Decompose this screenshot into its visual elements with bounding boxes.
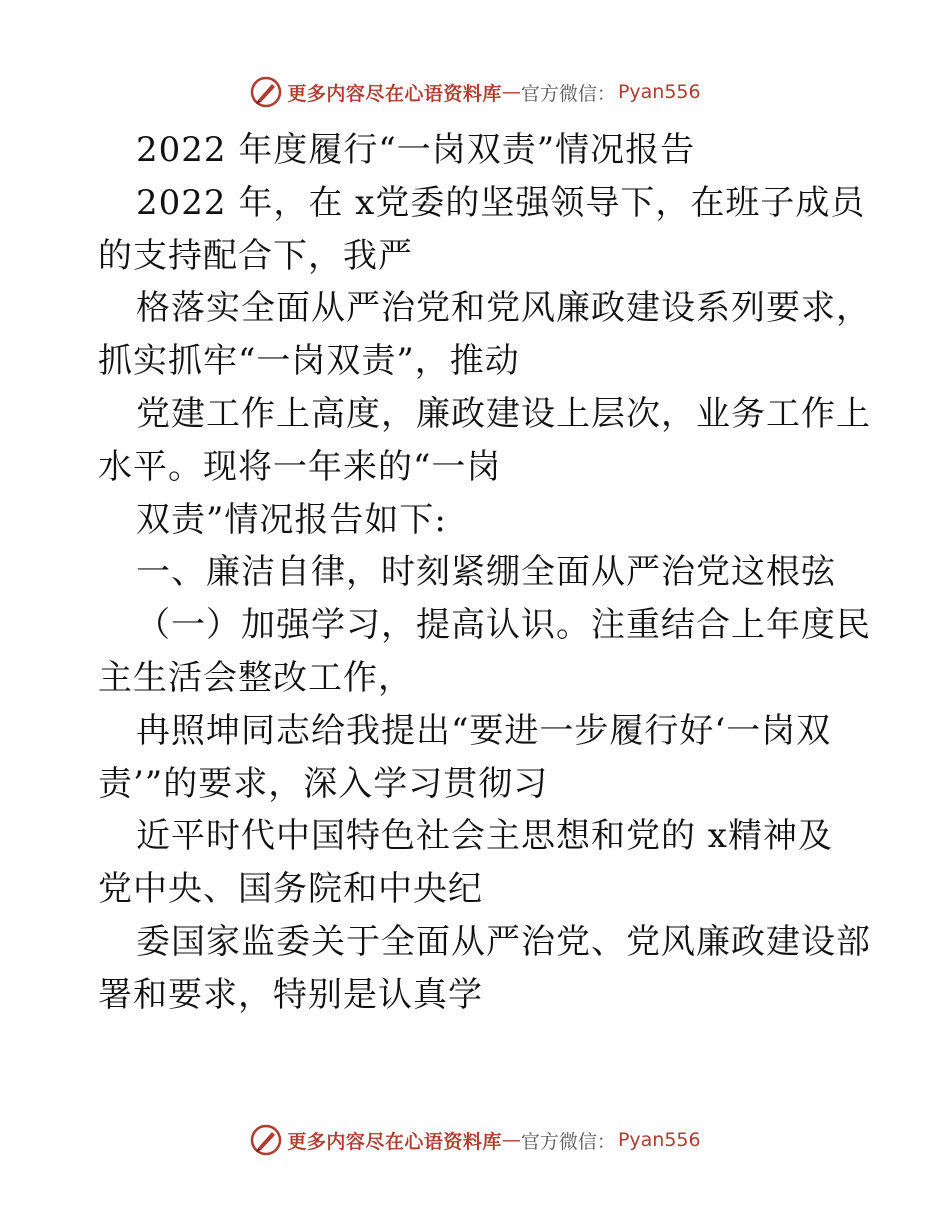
banner-dash: —: [501, 1129, 521, 1151]
banner-title: 更多内容尽在心语资料库: [287, 1130, 502, 1153]
doc-line: 的支持配合下，我严: [98, 235, 413, 276]
doc-line: 冉照坤同志给我提出“要进一步履行好‘一岗双: [136, 710, 832, 751]
doc-line: 党中央、国务院和中央纪: [98, 869, 483, 910]
document-body: [98, 124, 871, 1022]
doc-line: 双责”情况报告如下:: [136, 499, 447, 540]
doc-line: 委国家监委关于全面从严治党、党风廉政建设部: [136, 921, 871, 962]
pen-logo-icon: [249, 1123, 283, 1157]
doc-line: 署和要求，特别是认真学: [98, 974, 483, 1015]
banner-wechat-id: Pyan556: [617, 1129, 701, 1151]
banner-dash: —: [501, 81, 521, 103]
doc-line: 抓实抓牢“一岗双责”，推动: [98, 341, 520, 382]
banner-wechat-label: 官方微信：: [520, 1130, 616, 1153]
banner-wechat-label: 官方微信：: [520, 82, 616, 105]
section-heading: 一、廉洁自律，时刻紧绷全面从严治党这根弦: [136, 552, 836, 593]
doc-title: 2022 年度履行“一岗双责”情况报告: [136, 130, 696, 170]
footer-banner: [0, 1120, 950, 1160]
pen-logo-icon: [249, 75, 283, 109]
doc-line: 责’”的要求，深入学习贯彻习: [98, 763, 549, 804]
doc-line: 2022 年，在 x党委的坚强领导下，在班子成员: [136, 182, 866, 223]
header-banner: [0, 72, 950, 112]
subsection-heading: （一）加强学习，提高认识。注重结合上年度民: [136, 605, 871, 646]
doc-line: 水平。现将一年来的“一岗: [98, 446, 502, 487]
doc-line: 主生活会整改工作，: [98, 657, 413, 698]
banner-title: 更多内容尽在心语资料库: [287, 82, 502, 105]
doc-line: 格落实全面从严治党和党风廉政建设系列要求，: [136, 288, 871, 329]
doc-line: 近平时代中国特色社会主思想和党的 x精神及: [136, 816, 833, 857]
banner-wechat-id: Pyan556: [617, 81, 701, 103]
doc-line: 党建工作上高度，廉政建设上层次，业务工作上: [136, 393, 871, 434]
